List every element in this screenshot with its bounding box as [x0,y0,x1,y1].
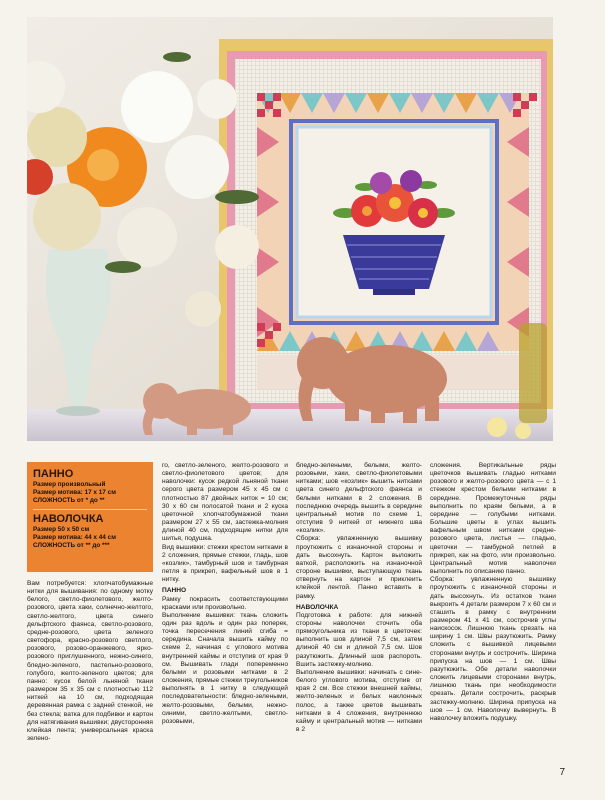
text-column-2 [162,462,288,726]
panno-size: Размер произвольный [33,481,106,488]
paragraph: Сборка: увлажненную вышивку проутюжить с изнаночной стороны и дать высохнуть. Картон выложить ваткой, расположить на изнаночной стороне вышивки, выступающую ткань отвернуть на картон и приклеить клейкой лентой. Панно вставить в рамку. [296,535,422,600]
paragraph: Рамку покрасить соответствующими красками или произвольно. [162,595,288,611]
section-heading: НАВОЛОЧКА [296,603,339,611]
paragraph: бледно-зелеными, белыми, желто-розовыми, хаки, светло-фиолетовыми нитками; шов «козлик» вышить нитками цвета синего дельфтского фаянса и белыми нитками в 2 сложения. В последнюю очередь вышить в середине центральный мотив по схеме 1, отступив 9 ниткей от нижнего шва «козлик». [296,462,422,535]
navolochka-difficulty: СЛОЖНОСТЬ от ** до *** [33,542,110,549]
panno-motif-size: Размер мотива: 17 х 17 см [33,489,116,496]
paragraph: Подготовка к работе: для нижней стороны наволочки сточить оба прямоугольника из ткани в цветочек: выполнить шов длиной 7,5 см, затем длиной 40 см и длиной 7,5 см. Шов разутюжить. Длинный шов распороть. Вшить застежку-молнию. [296,611,422,668]
page-number: 7 [559,767,565,778]
paragraph: го, светло-зеленого, желто-розового и светло-фиолетового цветов; для наволочки: кусок редкой льняной ткани серого цвета размером 45 х 45 см с плотностью 87 двойных ниток = 10 см; 30 х 60 см полосатой ткани и 2 куска цветочной хлопчатобумажной ткани размером 27 х 55 см, застежка-молния длиной 40 см, подходящие нитки для шитья, подушка. [162,462,288,543]
paragraph: Выполнение вышивки: ткань сложить один раз вдоль и один раз поперек, точка пересечения линий сгиба = середина. Сначала вышить кайму по схеме 2, начиная с углового мотива внутренней каймы и отступив от края 9 см. Вышивать глади попеременно белыми и розовыми нитками в 2 сложения, прямые стежки треугольников выполнять в 1 нитку в следующей последовательности: бледно-зелеными, желто-розовыми, белыми, нежно-синими, светло-желтыми, светло-розовыми, [162,611,288,725]
text-column-1 [27,580,153,743]
embroidery-photo [27,17,553,441]
paragraph: Выполнение вышивки: начинать с сине-белого углового мотива, отступив от края 2 см. Все стежки внешней каймы, желто-зеленых и белых наклонных полос, а также цветов вышивать нитками в 4 сложения, внутреннюю кайму и центральный мотив — нитками в 2 [296,668,422,733]
navolochka-size: Размер 50 х 50 см [33,526,90,533]
text-column-4 [430,462,556,723]
paragraph: сложения. Вертикальные ряды цветочков вышивать гладью нитками розового и желто-розового цвета — с 1 стежком крестом белыми нитками в середине. Промежуточные ряды выполнить по краям белыми, а в середине — голубыми нитками. Большие цветы в углах вышить вафельным швом нитками средне-розового цвета, листья — гладью, цветочки — тамбурной петлей в прикреп, как на фото, или произвольно. Центральный мотив наволочки выполнить по описанию панно. [430,462,556,576]
section-heading: ПАННО [162,587,187,595]
paragraph: Сборка: увлажненную вышивку проутюжить с изнаночной стороны и дать высохнуть. Из остатков ткани выкроить 4 детали размером 7 х 60 см и сташить в рамку с внутренним размером 41 х 41 см, сострочив углы наискосок. Лишнюю ткань срезать на ширину 1 см. Швы разутюжить. Рамку сложить с вышивкой лицевыми сторонами внутрь и сострочить. Ширина припуска на шов — 1 см. Швы разутюжить. Обе детали наволочки сложить лицевыми сторонами внутрь, лишнюю ткань при необходимости срезать. Детали сострочить, раскрыв застежку-молнию. Ширина припуска на шов — 1 см. Наволочку вывернуть. В наволочку вложить подушку. [430,576,556,722]
navolochka-title: НАВОЛОЧКА [33,513,104,525]
info-divider [33,509,147,510]
project-info-box [27,462,153,572]
navolochka-motif-size: Размер мотива: 44 х 44 см [33,534,116,541]
panno-title: ПАННО [33,468,74,480]
paragraph: Вид вышивки: стежки крестом нитками в 2 сложения, прямые стежки, гладь, шов «козлик», тамбурный шов и тамбурная петля в прикреп, вафельный шов в 1 нитку. [162,543,288,584]
text-column-3 [296,462,422,734]
paragraph: Вам потребуется: хлопчатобумажные нитки для вышивания: по одному мотку белого, светло-фиолетового, желто-розового, цвета хаки, солнечно-желтого, светло-желтого, цвета синего дельфтского фаянса, светло-розового, средне-розового, цвета зеленого светофора, красно-розового светлого, розового, розово-оранжевого, ярко-розового приглушенного, нежно-синего, бледно-зеленого, пастельно-розового, голубого, желто-зеленого цветов; для панно: кусок белой льняной ткани размером 35 х 35 см с плотностью 112 ниткей на 10 см, подходящая деревянная рамка с задней стенкой, не без стекла; ватка для подбивки и картон для натягивания вышивки; двусторонняя клейкая лента; универсальная краска зелено- [27,580,153,742]
panno-difficulty: СЛОЖНОСТЬ от * до ** [33,497,105,504]
